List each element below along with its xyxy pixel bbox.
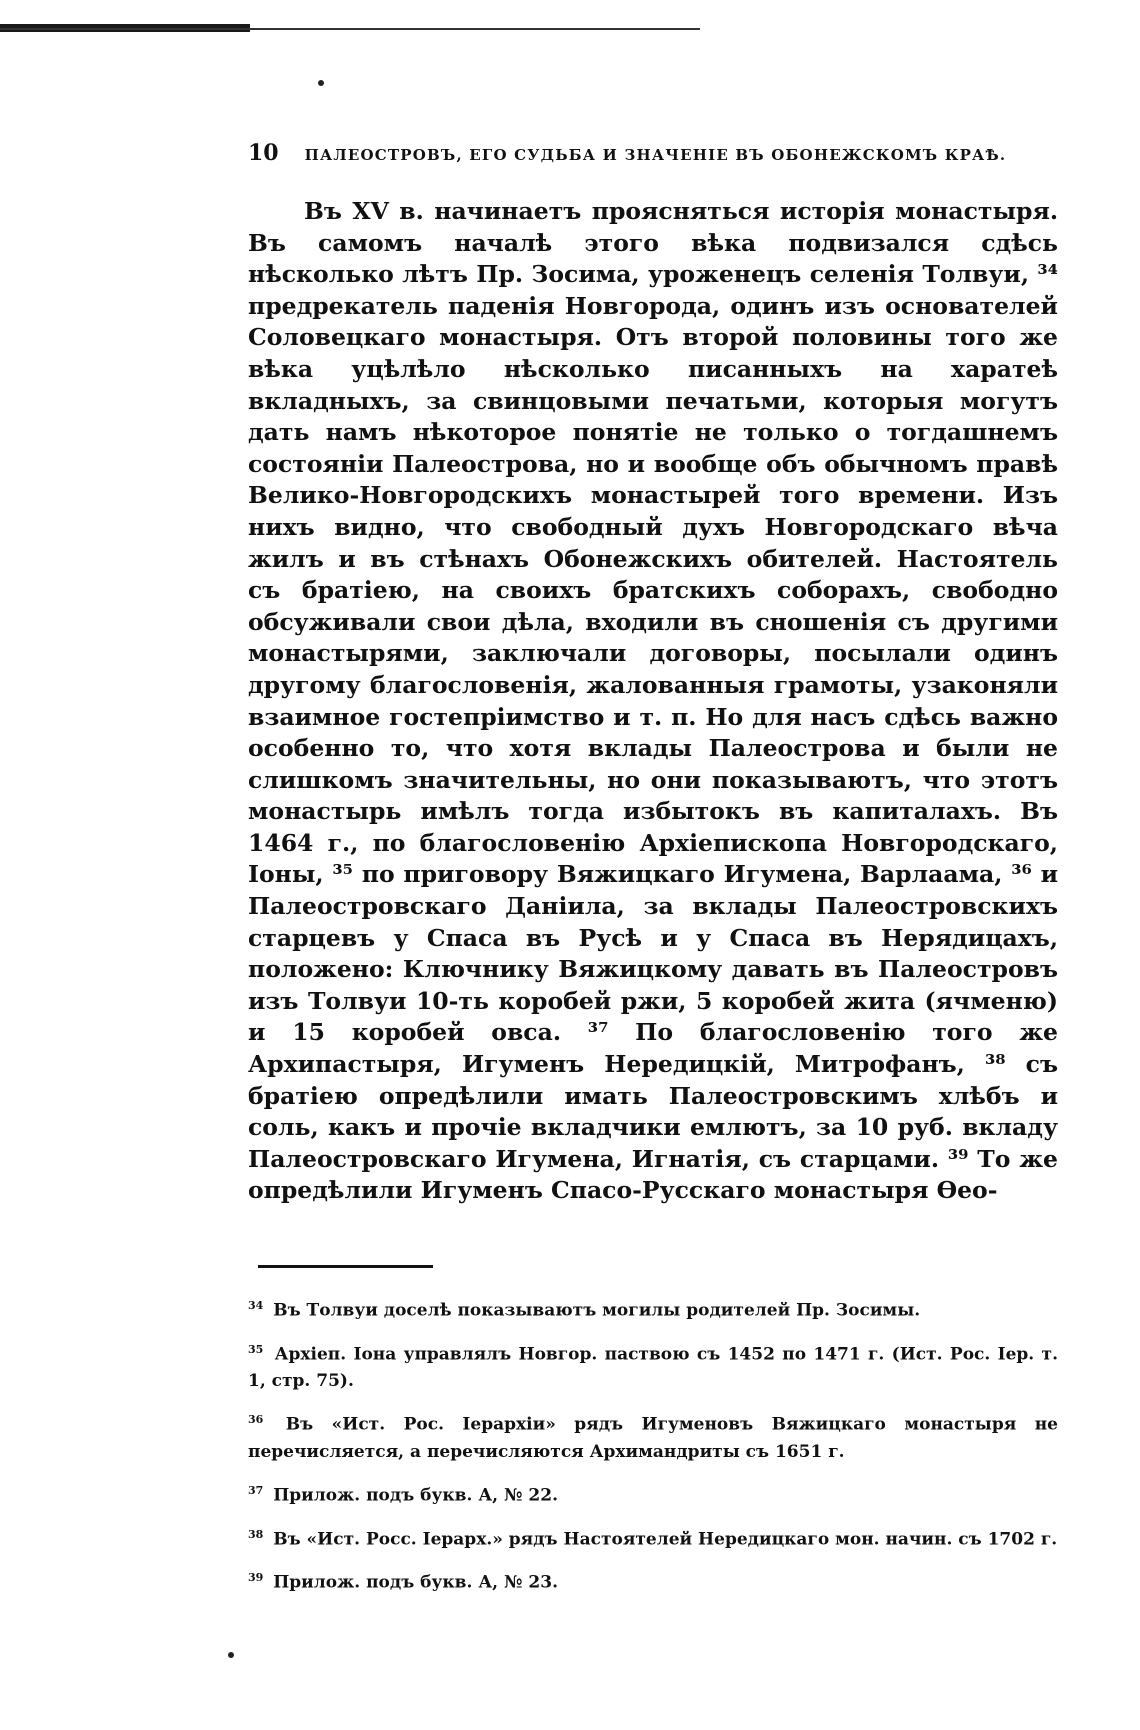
- footnote-text: Архіеп. Іона управлялъ Новгор. паствою съ 1452 по 1471 г. (Ист. Рос. Іер. т. 1, стр. 75).: [248, 1344, 1059, 1392]
- footnote: [248, 1336, 1058, 1396]
- footnote: [248, 1292, 1058, 1325]
- footnote: [248, 1477, 1058, 1510]
- scan-edge-line: [0, 28, 700, 30]
- book-page: [248, 140, 1058, 1608]
- footnote-text: Прилож. подъ букв. А, № 22.: [273, 1485, 558, 1506]
- footnote-text: Въ Толвуи доселѣ показываютъ могилы родителей Пр. Зосимы.: [273, 1300, 921, 1321]
- footnote-number: 34: [248, 1299, 264, 1312]
- scan-speck: [228, 1652, 234, 1658]
- footnote-divider: [258, 1265, 433, 1268]
- main-paragraph: Въ XV в. начинаетъ проясняться исторія монастыря. Въ самомъ началѣ этого вѣка подвизался сдѣсь нѣсколько лѣтъ Пр. Зосима, уроженецъ селенія Толвуи, ³⁴ предрекатель паденія Новгорода, одинъ изъ основателей Соловецкаго монастыря. Отъ второй половины того же вѣка уцѣлѣло нѣсколько писанныхъ на харатеѣ вкладныхъ, за свинцовыми печатьми, которыя могутъ дать намъ нѣкоторое понятіе не только о тогдашнемъ состояніи Палеострова, но и вообще объ обычномъ правѣ Велико-Новгородскихъ монастырей того времени. Изъ нихъ видно, что свободный духъ Новгородскаго вѣча жилъ и въ стѣнахъ Обонежскихъ обителей. Настоятель съ братіею, на своихъ братскихъ соборахъ, свободно обсуживали свои дѣла, входили въ сношенія съ другими монастырями, заключали договоры, посылали одинъ другому благословенія, жалованныя грамоты, узаконяли взаимное гостепріимство и т. п. Но для насъ сдѣсь важно особенно то, что хотя вклады Палеострова и были не слишкомъ значительны, но они показываютъ, что этотъ монастырь имѣлъ тогда избытокъ въ капиталахъ. Въ 1464 г., по благословенію Архіепископа Новгородскаго, Іоны, ³⁵ по приговору Вяжицкаго Игумена, Варлаама, ³⁶ и Палеостровскаго Даніила, за вклады Палеостровскихъ старцевъ у Спаса въ Русѣ и у Спаса въ Нерядицахъ, положено: Ключнику Вяжицкому давать въ Палеостровъ изъ Толвуи 10-ть коробей ржи, 5 коробей жита (ячменю) и 15 коробей овса. ³⁷ По благословенію того же Архипастыря, Игуменъ Нередицкій, Митрофанъ, ³⁸ съ братіею опредѣлили имать Палеостровскимъ хлѣбъ и соль, какъ и прочіе вкладчики емлютъ, за 10 руб. вкладу Палеостровскаго Игумена, Игнатія, съ старцами. ³⁹ То же опредѣлили Игуменъ Спасо-Русскаго монастыря Ѳео-: [248, 197, 1058, 1205]
- footnote-number: 39: [248, 1571, 264, 1585]
- footnote-number: 37: [248, 1483, 264, 1497]
- scan-speck: [318, 80, 324, 86]
- page-number: 10: [248, 140, 279, 166]
- footnote-text: Въ «Ист. Росс. Іерарх.» рядъ Настоятелей Нередицкаго мон. начин. съ 1702 г.: [273, 1529, 1058, 1550]
- footnote-text: Прилож. подъ букв. А, № 23.: [273, 1572, 558, 1593]
- footnote-number: 38: [248, 1527, 264, 1541]
- footnotes: [248, 1292, 1058, 1597]
- running-title: ПАЛЕОСТРОВЪ, ЕГО СУДЬБА И ЗНАЧЕНІЕ ВЪ ОБОНЕЖСКОМЪ КРАѢ.: [304, 146, 1007, 164]
- footnote: [248, 1521, 1058, 1554]
- footnote-number: 35: [248, 1342, 264, 1356]
- running-header: [248, 140, 1058, 166]
- footnote-number: 36: [248, 1413, 264, 1427]
- footnote-text: Въ «Ист. Рос. Іерархіи» рядъ Игуменовъ Вяжицкаго монастыря не перечисляется, а перечисляются Архимандриты съ 1651 г.: [248, 1414, 1058, 1462]
- footnote: [248, 1406, 1058, 1466]
- footnote: [248, 1564, 1058, 1597]
